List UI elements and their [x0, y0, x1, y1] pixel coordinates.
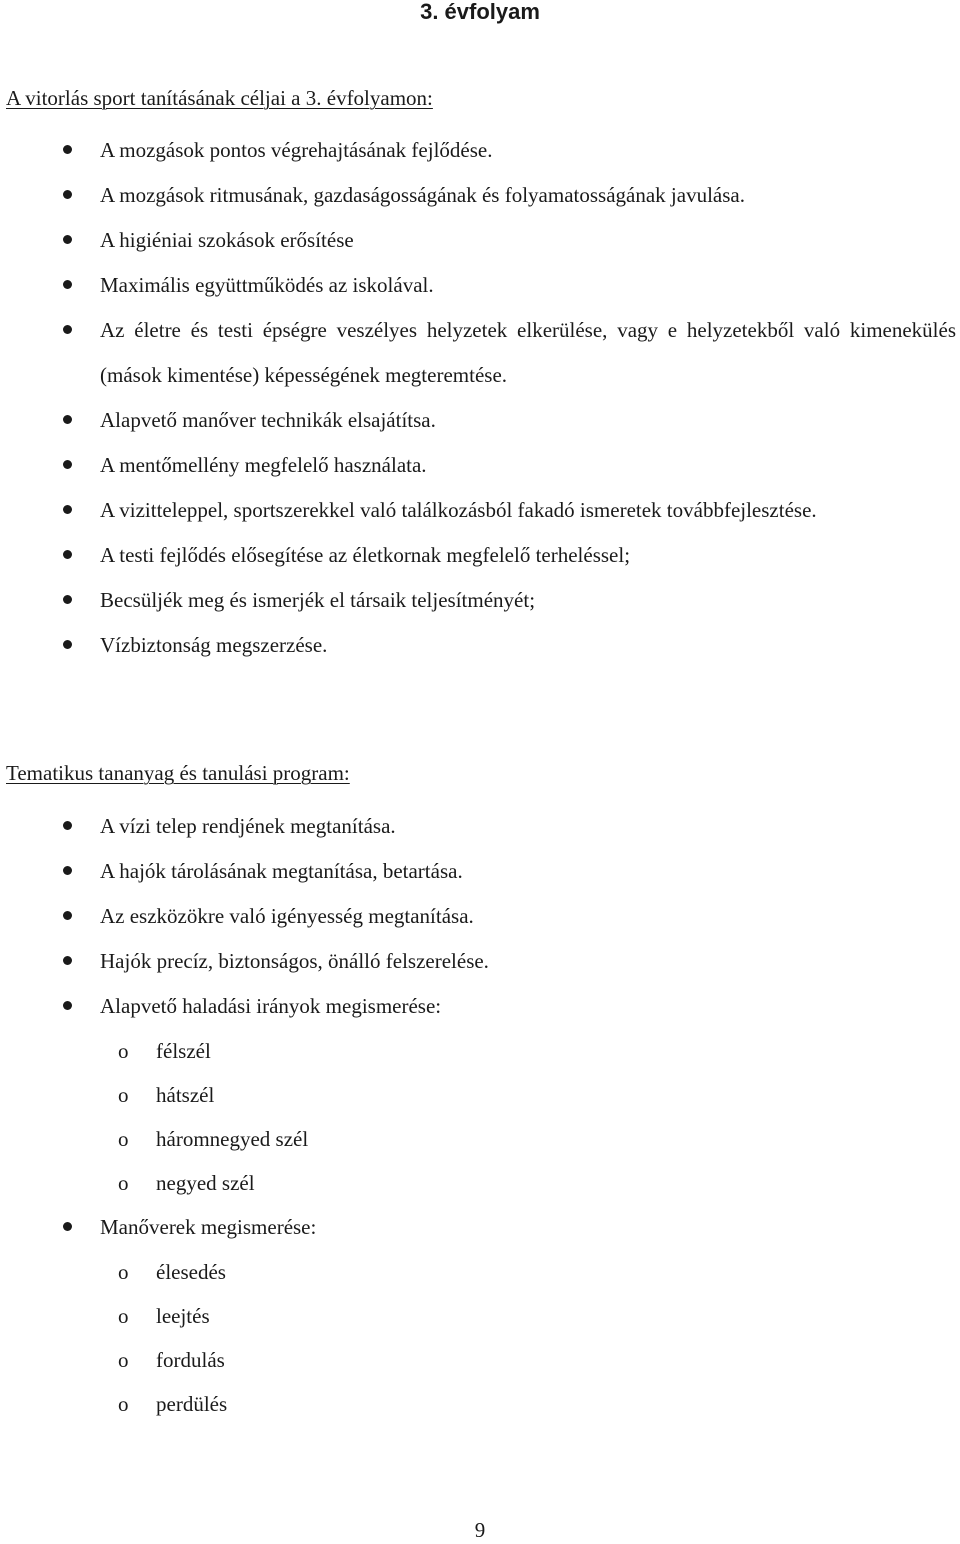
list-item-text: A mozgások pontos végrehajtásának fejlődése.	[100, 138, 493, 162]
list-item	[0, 263, 960, 308]
circle-bullet-icon: o	[118, 1392, 129, 1416]
list-item-text: A higiéniai szokások erősítése	[100, 228, 354, 252]
sub-list-item	[0, 1161, 956, 1205]
list-item	[0, 578, 960, 623]
sub-list-item-text: élesedés	[156, 1260, 226, 1284]
list-item	[0, 173, 960, 218]
list-item-text: Becsüljék meg és ismerjék el társaik teljesítményét;	[100, 588, 536, 612]
bullet-icon	[63, 325, 72, 334]
page-title: 3. évfolyam	[420, 0, 540, 24]
circle-bullet-icon: o	[118, 1260, 129, 1284]
program-heading: Tematikus tananyag és tanulási program:	[6, 761, 350, 785]
bullet-icon	[63, 866, 72, 875]
circle-bullet-icon: o	[118, 1039, 129, 1063]
list-item	[0, 623, 960, 668]
sub-list-item	[0, 1338, 956, 1382]
bullet-icon	[63, 550, 72, 559]
list-item	[0, 398, 960, 443]
sub-list-item	[0, 1073, 956, 1117]
list-item	[0, 939, 960, 984]
list-item-text: Alapvető haladási irányok megismerése:	[100, 994, 442, 1018]
list-item	[0, 443, 960, 488]
sub-list-item	[0, 1382, 956, 1426]
program-list	[0, 804, 960, 1426]
sub-list-item-text: hátszél	[156, 1083, 215, 1107]
bullet-icon	[63, 415, 72, 424]
circle-bullet-icon: o	[118, 1083, 129, 1107]
list-item-text: A mozgások ritmusának, gazdaságosságának és folyamatosságának javulása.	[100, 183, 745, 207]
bullet-icon	[63, 280, 72, 289]
sub-list-item-text: fordulás	[156, 1348, 225, 1372]
list-item	[0, 804, 960, 849]
bullet-icon	[63, 821, 72, 830]
sub-list-item-text: háromnegyed szél	[156, 1127, 309, 1151]
list-item-text: A vizitteleppel, sportszerekkel való találkozásból fakadó ismeretek továbbfejlesztése.	[100, 498, 817, 522]
goals-heading: A vitorlás sport tanításának céljai a 3. évfolyamon:	[6, 86, 433, 110]
page-number: 9	[474, 1518, 486, 1542]
maneuvers-sublist	[0, 1250, 956, 1426]
list-item-text: A testi fejlődés elősegítése az életkornak megfelelő terheléssel;	[100, 543, 631, 567]
sub-list-item	[0, 1294, 956, 1338]
list-item-text: Maximális együttműködés az iskolával.	[100, 273, 434, 297]
circle-bullet-icon: o	[118, 1348, 129, 1372]
list-item	[0, 488, 960, 533]
list-item-text: Az életre és testi épségre veszélyes helyzetek elkerülése, vagy e helyzetekből való kimenekülés (mások kimentése) képességének megteremtése.	[100, 318, 956, 387]
bullet-icon	[63, 1001, 72, 1010]
list-item-text: Alapvető manőver technikák elsajátítsa.	[100, 408, 436, 432]
goals-list	[0, 128, 960, 668]
circle-bullet-icon: o	[118, 1127, 129, 1151]
sub-list-item-text: félszél	[156, 1039, 211, 1063]
bullet-icon	[63, 640, 72, 649]
bullet-icon	[63, 145, 72, 154]
list-item	[0, 218, 960, 263]
list-item	[0, 533, 960, 578]
sub-list-item	[0, 1117, 956, 1161]
list-item-text: A hajók tárolásának megtanítása, betartása.	[100, 859, 463, 883]
list-item	[0, 128, 960, 173]
bullet-icon	[63, 595, 72, 604]
list-item-text: Manőverek megismerése:	[100, 1215, 317, 1239]
bullet-icon	[63, 235, 72, 244]
circle-bullet-icon: o	[118, 1304, 129, 1328]
list-item	[0, 849, 960, 894]
sub-list-item	[0, 1250, 956, 1294]
circle-bullet-icon: o	[118, 1171, 129, 1195]
list-item	[0, 984, 960, 1205]
list-item	[0, 308, 960, 398]
list-item	[0, 894, 960, 939]
bullet-icon	[63, 505, 72, 514]
list-item-text: A mentőmellény megfelelő használata.	[100, 453, 427, 477]
sub-list-item-text: negyed szél	[156, 1171, 255, 1195]
list-item-text: Az eszközökre való igényesség megtanítása.	[100, 904, 474, 928]
list-item-text: Vízbiztonság megszerzése.	[100, 633, 328, 657]
bullet-icon	[63, 460, 72, 469]
sub-list-item	[0, 1029, 956, 1073]
bullet-icon	[63, 911, 72, 920]
list-item-text: A vízi telep rendjének megtanítása.	[100, 814, 396, 838]
directions-sublist	[0, 1029, 956, 1205]
bullet-icon	[63, 956, 72, 965]
bullet-icon	[63, 190, 72, 199]
bullet-icon	[63, 1222, 72, 1231]
list-item-text: Hajók precíz, biztonságos, önálló felszerelése.	[100, 949, 489, 973]
sub-list-item-text: leejtés	[156, 1304, 210, 1328]
list-item	[0, 1205, 960, 1426]
sub-list-item-text: perdülés	[156, 1392, 228, 1416]
